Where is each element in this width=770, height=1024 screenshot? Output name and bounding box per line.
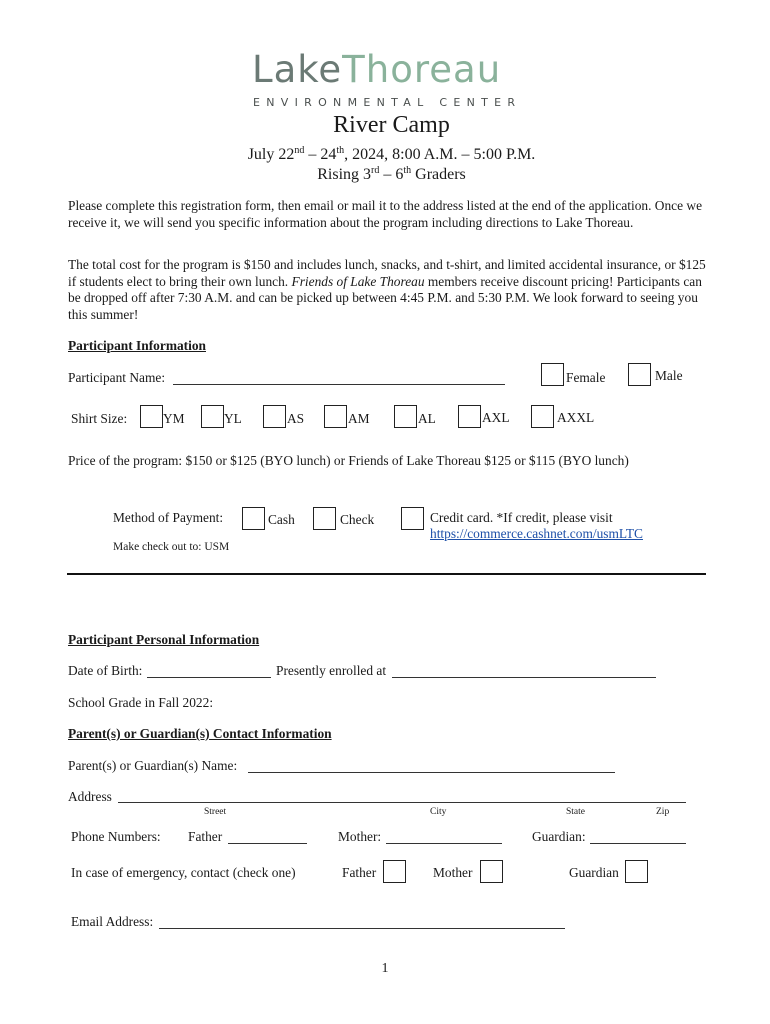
shirt-axl-label: AXL — [482, 410, 510, 425]
personal-info-heading: Participant Personal Information — [68, 632, 260, 647]
emergency-mother-checkbox[interactable] — [480, 860, 503, 883]
email-address-label: Email Address: — [71, 914, 154, 929]
camp-dates: July 22nd – 24th, 2024, 8:00 A.M. – 5:00 P.M. — [247, 145, 536, 163]
female-label: Female — [566, 370, 606, 385]
logo — [252, 48, 501, 91]
male-checkbox[interactable] — [628, 363, 651, 386]
emergency-father-checkbox[interactable] — [383, 860, 406, 883]
cost-paragraph: The total cost for the program is $150 and includes lunch, snacks, and t-shirt, and limited accidental insurance, or $125 if students elect to bring their own lunch. Friends of Lake Thoreau members receive discount pricing! Participants can be dropped off after 7:30 A.M. and can be picked up between 4:45 P.M. and 5:30 P.M. We look forward to seeing you this summer! — [68, 257, 706, 323]
emergency-contact-label: In case of emergency, contact (check one) — [71, 865, 296, 880]
shirt-size-label: Shirt Size: — [71, 411, 128, 426]
mother-phone-label: Mother: — [338, 829, 382, 844]
section-divider — [67, 573, 706, 575]
address-label: Address — [68, 789, 112, 804]
school-grade-label: School Grade in Fall 2022: — [68, 695, 214, 710]
credit-card-link[interactable]: https://commerce.cashnet.com/usmLTC — [430, 526, 643, 541]
enrolled-school-field[interactable] — [392, 677, 656, 678]
participant-name-label: Participant Name: — [68, 370, 166, 385]
shirt-as-checkbox[interactable] — [263, 405, 286, 428]
dob-field[interactable] — [147, 677, 271, 678]
shirt-yl-checkbox[interactable] — [201, 405, 224, 428]
cash-label: Cash — [268, 512, 295, 527]
payment-method-label: Method of Payment: — [113, 510, 224, 525]
camp-grades: Rising 3rd – 6th Graders — [317, 165, 466, 183]
guardian-names-label: Parent(s) or Guardian(s) Name: — [68, 758, 238, 773]
page-number: 1 — [381, 961, 389, 976]
mother-phone-field[interactable] — [386, 843, 502, 844]
male-label: Male — [655, 368, 683, 383]
check-label: Check — [340, 512, 375, 527]
program-price: Price of the program: $150 or $125 (BYO lunch) or Friends of Lake Thoreau $125 or $115 (BYO lunch) — [68, 453, 629, 468]
shirt-axl-checkbox[interactable] — [458, 405, 481, 428]
emergency-guardian-checkbox[interactable] — [625, 860, 648, 883]
shirt-yl-label: YL — [224, 411, 242, 426]
emergency-guardian-label: Guardian — [569, 865, 619, 880]
address-street-label: Street — [204, 807, 227, 817]
credit-card-checkbox[interactable] — [401, 507, 424, 530]
check-checkbox[interactable] — [313, 507, 336, 530]
shirt-am-checkbox[interactable] — [324, 405, 347, 428]
credit-card-label: Credit card. *If credit, please visit — [430, 510, 613, 525]
email-address-field[interactable] — [159, 928, 565, 929]
shirt-as-label: AS — [287, 411, 305, 426]
cash-checkbox[interactable] — [242, 507, 265, 530]
intro-paragraph: Please complete this registration form, then email or mail it to the address listed at the end of the application. Once we receive it, we will send you specific information about the program including directions to Lake Thoreau. — [68, 198, 703, 230]
shirt-ym-checkbox[interactable] — [140, 405, 163, 428]
page-title: River Camp — [333, 112, 450, 138]
guardian-phone-field[interactable] — [590, 843, 686, 844]
father-phone-label: Father — [188, 829, 223, 844]
logo-word-lake: Lake — [252, 48, 343, 91]
phone-numbers-label: Phone Numbers: — [71, 829, 161, 844]
participant-info-heading: Participant Information — [68, 338, 206, 353]
guardian-phone-label: Guardian: — [532, 829, 586, 844]
guardian-names-field[interactable] — [248, 772, 615, 773]
logo-subtitle: ENVIRONMENTAL CENTER — [253, 96, 522, 109]
father-phone-field[interactable] — [228, 843, 307, 844]
emergency-mother-label: Mother — [433, 865, 473, 880]
shirt-axxl-label: AXXL — [557, 410, 595, 425]
address-city-label: City — [430, 807, 447, 817]
contact-info-heading: Parent(s) or Guardian(s) Contact Information — [68, 726, 332, 741]
logo-word-thoreau: Thoreau — [342, 48, 502, 91]
emergency-father-label: Father — [342, 865, 377, 880]
shirt-am-label: AM — [348, 411, 370, 426]
female-checkbox[interactable] — [541, 363, 564, 386]
address-zip-label: Zip — [656, 807, 670, 817]
enrolled-label: Presently enrolled at — [276, 663, 387, 678]
shirt-al-checkbox[interactable] — [394, 405, 417, 428]
address-state-label: State — [566, 807, 585, 817]
dob-label: Date of Birth: — [68, 663, 143, 678]
shirt-ym-label: YM — [163, 411, 185, 426]
check-payable-note: Make check out to: USM — [113, 541, 230, 553]
shirt-al-label: AL — [418, 411, 436, 426]
shirt-axxl-checkbox[interactable] — [531, 405, 554, 428]
participant-name-field[interactable] — [173, 384, 505, 385]
address-field[interactable] — [118, 802, 686, 803]
